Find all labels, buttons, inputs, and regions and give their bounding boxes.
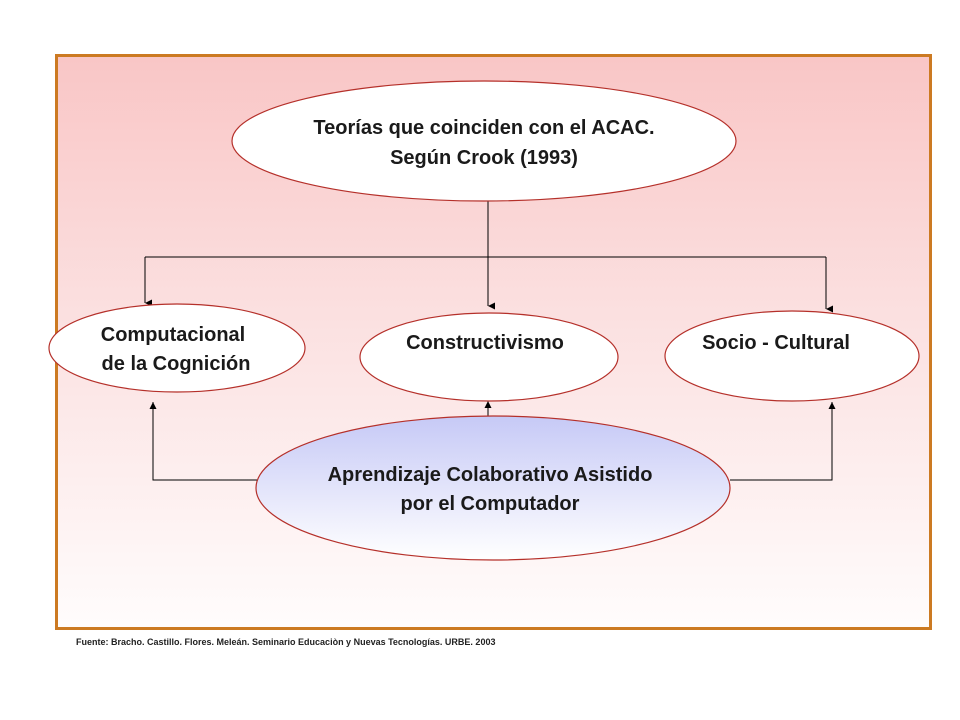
node-constructivismo-label: Constructivismo (406, 332, 564, 354)
node-socio-cultural-ellipse (665, 311, 919, 401)
node-acac (256, 416, 730, 560)
node-computacional-line1: Computacional (100, 324, 246, 346)
source-note: Fuente: Bracho. Castillo. Flores. Meleán. Seminario Educaciòn y Nuevas Tecnologías. URBE. 2003 (76, 637, 496, 647)
node-acac-ellipse (256, 416, 730, 560)
node-top-ellipse (232, 81, 736, 201)
node-computacional-line2: de la Cognición (101, 353, 251, 375)
node-computacional-ellipse (49, 304, 305, 392)
node-computacional (49, 304, 305, 392)
node-constructivismo-ellipse (360, 313, 618, 401)
node-top-line1: Teorías que coinciden con el ACAC. (313, 117, 655, 139)
node-socio-cultural (665, 311, 919, 401)
node-top (232, 81, 736, 201)
node-socio-cultural-label: Socio - Cultural (702, 332, 850, 354)
arrow-bottom-to-socio-cultural (730, 402, 832, 480)
arrow-bottom-to-computacional (153, 402, 258, 480)
top-connectors (145, 200, 826, 309)
node-constructivismo (360, 313, 618, 401)
node-top-line2: Según Crook (1993) (390, 147, 578, 169)
node-acac-line2: por el Computador (400, 493, 580, 515)
node-acac-line1: Aprendizaje Colaborativo Asistido (327, 464, 653, 486)
